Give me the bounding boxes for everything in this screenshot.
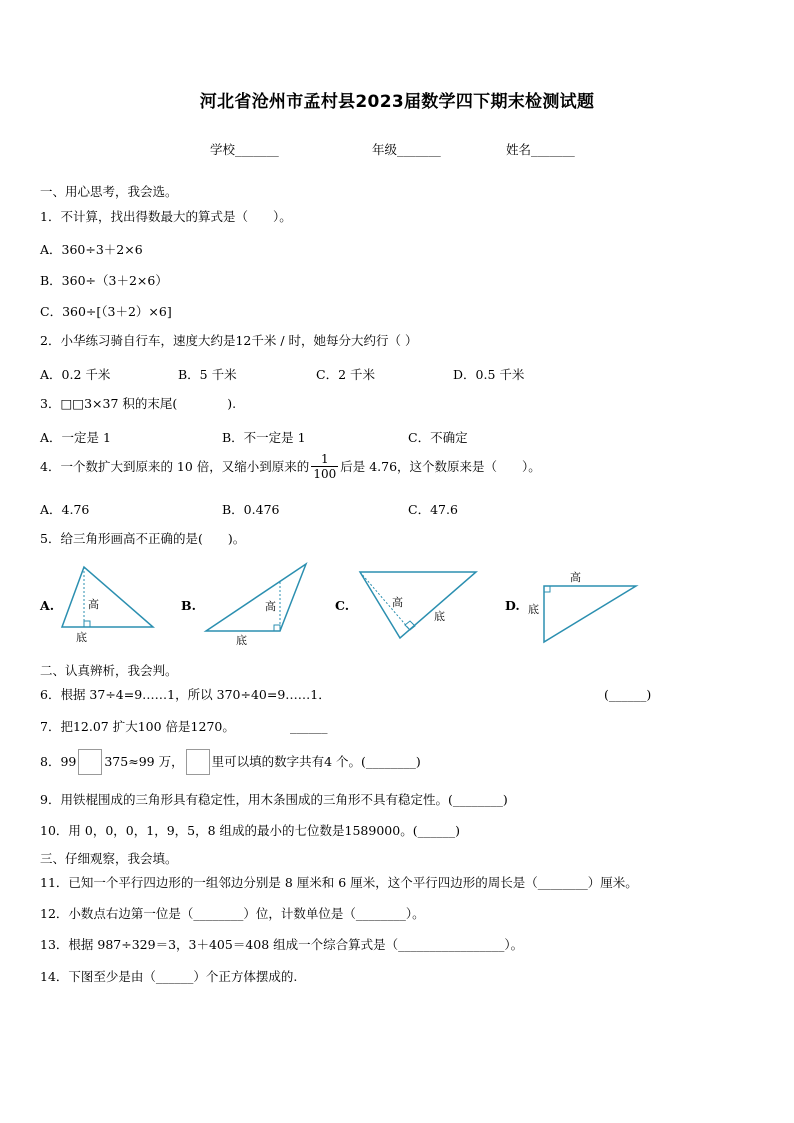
q1-option-a: A．360÷3＋2×6 [40, 242, 143, 257]
q3-option-b: B．不一定是 1 [222, 430, 306, 445]
name-field: 姓名_______ [506, 142, 575, 157]
triangle-d-figure [524, 568, 642, 646]
q4-option-b: B．0.476 [222, 502, 280, 517]
triangle-a-figure [58, 563, 158, 648]
question-9: 9．用铁棍围成的三角形具有稳定性，用木条围成的三角形不具有稳定性。(________) [40, 792, 508, 807]
question-11: 11．已知一个平行四边形的一组邻边分别是 8 厘米和 6 厘米，这个平行四边形的周长是（________）厘米。 [40, 875, 638, 890]
triangle-b-gao: 高 [265, 600, 276, 613]
triangle-a-gao: 高 [88, 598, 99, 611]
triangle-a-di: 底 [76, 631, 87, 644]
q8-mid: 375≈99 万， [104, 754, 184, 769]
q4-option-c: C．47.6 [408, 502, 458, 517]
triangle-c-shape [360, 572, 476, 638]
q6-answer-blank[interactable]: (______) [604, 687, 652, 702]
school-field: 学校_______ [210, 142, 279, 157]
triangle-b-figure [200, 560, 312, 650]
q4-option-a: A．4.76 [40, 502, 90, 517]
q2-option-d: D．0.5 千米 [453, 367, 525, 382]
q5-label-a: A. [40, 598, 55, 613]
q5-label-b: B. [181, 598, 196, 613]
triangle-c-di: 底 [434, 610, 445, 623]
triangle-d-right-angle [544, 586, 550, 592]
question-7: 7．把12.07 扩大100 倍是1270。 [40, 719, 235, 734]
question-3: 3．□□3×37 积的末尾( ). [40, 396, 237, 411]
q2-option-a: A．0.2 千米 [40, 367, 111, 382]
fraction [311, 452, 338, 481]
triangle-b-shape [206, 564, 306, 631]
q8-pre: 8．99 [40, 754, 77, 769]
q3-option-c: C．不确定 [408, 430, 468, 445]
grade-field: 年级_______ [372, 142, 441, 157]
q1-option-c: C．360÷[（3＋2）×6] [40, 304, 172, 319]
question-13: 13．根据 987÷329＝3，3＋405＝408 组成一个综合算式是（_________________）。 [40, 937, 524, 952]
q4-stem-post: 后是 4.76，这个数原来是（ ）。 [340, 458, 541, 474]
triangle-d-shape [544, 586, 636, 642]
q2-option-c: C．2 千米 [316, 367, 375, 382]
triangle-b-right-angle [274, 625, 280, 631]
question-10: 10．用 0，0，0，1，9，5，8 组成的最小的七位数是1589000。(______) [40, 823, 460, 838]
question-1: 1．不计算，找出得数最大的算式是（ ）。 [40, 209, 292, 224]
triangle-c-gao: 高 [392, 596, 403, 609]
question-8 [40, 749, 421, 775]
q5-label-c: C. [335, 598, 350, 613]
q8-post: 里可以填的数字共有4 个。(________) [211, 754, 421, 769]
fraction-denominator: 100 [313, 467, 337, 481]
q4-stem-pre: 4．一个数扩大到原来的 10 倍，又缩小到原来的 [40, 458, 310, 474]
q5-label-d: D. [505, 598, 520, 613]
triangle-b-di: 底 [236, 634, 247, 647]
question-5: 5．给三角形画高不正确的是( )。 [40, 531, 246, 546]
triangle-c-figure [356, 568, 480, 644]
q3-option-a: A．一定是 1 [40, 430, 111, 445]
triangle-d-di: 底 [528, 603, 539, 616]
section-heading-2: 二、认真辨析，我会判。 [40, 663, 178, 678]
question-4 [40, 452, 541, 481]
q8-box-2[interactable] [186, 749, 210, 775]
triangle-d-gao: 高 [570, 571, 581, 584]
section-heading-1: 一、用心思考，我会选。 [40, 184, 178, 199]
q8-box-1[interactable] [78, 749, 102, 775]
question-14: 14．下图至少是由（______）个正方体摆成的. [40, 969, 298, 984]
triangle-a-shape [62, 567, 153, 627]
section-heading-3: 三、仔细观察，我会填。 [40, 851, 178, 866]
q2-option-b: B．5 千米 [178, 367, 237, 382]
question-2: 2．小华练习骑自行车，速度大约是12千米 / 时，她每分大约行（ ） [40, 333, 418, 348]
q7-answer-blank[interactable]: ______ [290, 719, 328, 734]
triangle-a-right-angle [84, 621, 90, 627]
q1-option-b: B．360÷（3＋2×6） [40, 273, 168, 288]
page-title: 河北省沧州市孟村县2023届数学四下期末检测试题 [199, 92, 595, 112]
question-6: 6．根据 37÷4=9……1，所以 370÷40=9……1． [40, 687, 331, 702]
fraction-numerator: 1 [311, 452, 338, 467]
question-12: 12．小数点右边第一位是（________）位，计数单位是（________）。 [40, 906, 425, 921]
